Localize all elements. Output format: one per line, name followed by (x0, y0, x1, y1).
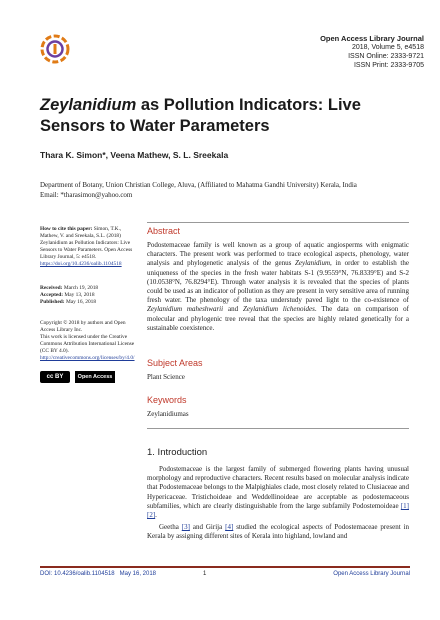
journal-logo-icon (40, 34, 70, 64)
keywords-section (147, 395, 409, 429)
intro-paragraph-1: Podostemaceae is the largest family of submerged flowering plants having unusual morphology and reproductive characters. Recent results based on molecular analysis indicate that Podostemaceae belongs to the Malpighiales clade, most closely related to Clusiaceae and Hypericaceae. Tristichoideae and Weddellinoideae are acceptable as podostemaceous subfamilies, which are clearly distinguishable from the large subfamily Podostemoideae [1] [2]. (147, 465, 409, 520)
title-genus: Zeylanidium (40, 96, 137, 114)
journal-name: Open Access Library Journal (320, 34, 424, 43)
subject-heading: Subject Areas (147, 358, 203, 368)
paper-email: Email: *tharasimon@yahoo.com (40, 191, 133, 199)
abstract-section (147, 222, 409, 333)
cite-label: How to cite this paper: (40, 226, 93, 232)
accepted-label: Accepted: (40, 292, 64, 298)
subject-section (147, 358, 409, 382)
issn-online: ISSN Online: 2333-9721 (348, 53, 424, 60)
license-link[interactable]: http://creativecommons.org/licenses/by/4.0/ (40, 355, 135, 361)
journal-info (320, 34, 424, 70)
issn-print: ISSN Print: 2333-9705 (353, 62, 424, 69)
keywords-bottom-rule (147, 428, 409, 429)
abstract-top-rule (147, 222, 409, 223)
keywords-heading: Keywords (147, 395, 187, 405)
title-rest: as Pollution Indicators: Live Sensors to Water Parameters (40, 96, 361, 135)
cc-by-badge-icon: cc BY (40, 371, 70, 383)
ref-4-link[interactable]: [4] (225, 523, 234, 532)
ref-1-link[interactable]: [1] (400, 501, 409, 510)
ref-2-link[interactable]: [2] (147, 511, 156, 520)
paper-title (40, 95, 400, 137)
ref-3-link[interactable]: [3] (181, 523, 190, 532)
subject-value: Plant Science (147, 373, 185, 381)
cite-text: Simon, T.K., Mathew, V. and Sreekala, S.L. (2018) Zeylanidium as Pollution Indicators: Live Sensors to Water Parameters. Open Access Library Journal, 5: e4518. (40, 226, 133, 260)
open-access-badge-icon: Open Access (75, 371, 115, 383)
published-label: Published: (40, 299, 65, 305)
license-text: This work is licensed under the Creative Commons Attribution International License (CC BY 4.0). (40, 334, 135, 354)
paper-authors: Thara K. Simon*, Veena Mathew, S. L. Sreekala (40, 150, 229, 160)
received-date: March 19, 2018 (63, 285, 99, 291)
introduction-heading: 1. Introduction (147, 447, 208, 458)
accepted-date: May 13, 2018 (64, 292, 95, 298)
footer-page-number: 1 (203, 571, 207, 577)
copyright-text: Copyright © 2018 by authors and Open Access Library Inc. (40, 320, 126, 333)
footer-doi[interactable]: DOI: 10.4236/oalib.1104518 May 16, 2018 (40, 571, 156, 577)
introduction-section (147, 447, 409, 542)
footer-journal: Open Access Library Journal (333, 571, 410, 577)
copyright-block (40, 320, 140, 362)
intro-paragraph-2: Geetha [3] and Girija [4] studied the ecological aspects of Podostemaceae present in Kerala by assigning different sites of Kerala into highland, lowland and (147, 523, 410, 541)
citation-block (40, 226, 140, 268)
received-label: Received: (40, 285, 63, 291)
footer-rule (40, 566, 410, 568)
journal-volume: 2018, Volume 5, e4518 (351, 44, 424, 51)
keywords-value: Zeylanidiumas (147, 410, 189, 418)
cite-doi-link[interactable]: https://doi.org/10.4236/oalib.1104518 (40, 261, 122, 267)
published-date: May 16, 2018 (65, 299, 97, 305)
paper-affiliation: Department of Botany, Union Christian College, Aluva, (Affiliated to Mahatma Gandhi University) Kerala, India (40, 181, 357, 189)
dates-block (40, 285, 140, 306)
abstract-text: Podostemaceae family is well known as a group of aquatic angiosperms with enigmatic characters. The present work was performed to trace ecological aspects, phenology, water analysis and phylogenetic analysis of the genus Zeylanidium, in order to establish the uniqueness of the species in the fresh water habitats S-1 (9.9559°N, 76.8339°E) and S-2 (10.0538°N, 76.8294°E). Through water analysis it is revealed that the species of plants could be used as an indicator of pollution as they are present in very sensitive area of running fresh water. The phenology of the taxa understudy paved light to the co-existence of Zeylanidium maheshwarii and Zeylanidium lichenoides. The data on comparison of molecular and phylogenic tree reveal that the species are highly related genetically for a sustainable coexistence. (147, 241, 410, 332)
abstract-heading: Abstract (147, 226, 181, 236)
